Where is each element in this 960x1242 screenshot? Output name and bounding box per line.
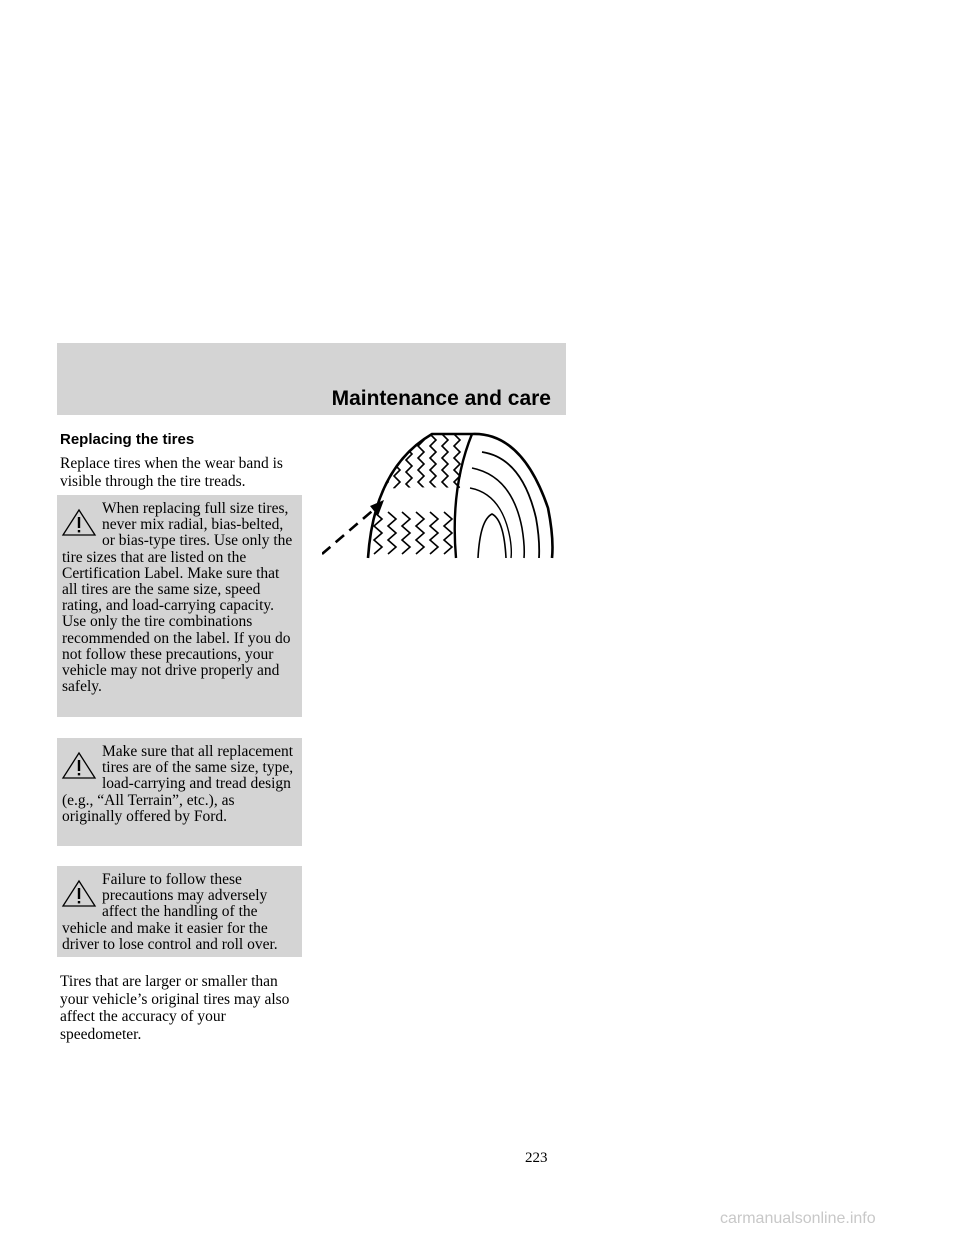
warning-text-1: When replacing full size tires, never mix radial, bias-belted, or bias-type tires. Use only the tire sizes that are listed on the Certification Label. Make sure that all tires are the same size, speed rating, and load-carrying capacity. Use only the tire combinations recommended on the label. If you do not follow these precautions, your vehicle may not drive properly and safely. [62,500,293,696]
warning-triangle-icon [60,878,98,908]
warning-box-2 [57,738,302,846]
header-title: Maintenance and care [331,387,551,410]
intro-paragraph: Replace tires when the wear band is visible through the tire treads. [60,455,283,490]
warning-text-2: Make sure that all replacement tires are of the same size, type, load-carrying and tread design (e.g., “All Terrain”, etc.), as originally offered by Ford. [62,743,294,825]
warning-box-1 [57,495,302,717]
warning-text-3: Failure to follow these precautions may adversely affect the handling of the vehicle and make it easier for the driver to lose control and roll over. [62,871,278,953]
section-header-bar [57,343,566,415]
section-title: Replacing the tires [60,431,195,448]
outro-paragraph: Tires that are larger or smaller than your vehicle’s original tires may also affect the accuracy of your speedometer. [60,973,290,1043]
watermark[interactable]: carmanualsonline.info [720,1210,876,1227]
warning-triangle-icon [60,750,98,780]
warning-triangle-icon [60,507,98,537]
warning-box-3 [57,866,302,957]
tire-wear-band-illustration [322,428,558,572]
page-number: 223 [525,1150,548,1166]
